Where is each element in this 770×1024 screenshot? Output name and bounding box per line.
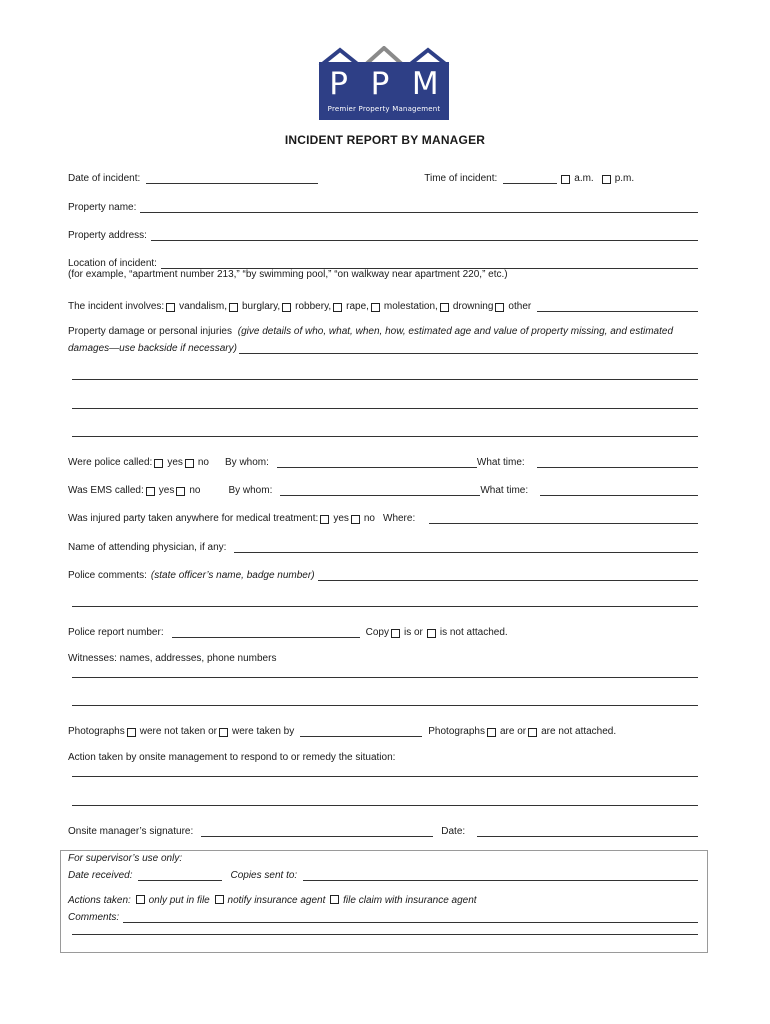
police-comments-line[interactable] xyxy=(72,606,698,607)
molestation-checkbox[interactable] xyxy=(371,303,380,312)
ems-called-row xyxy=(68,482,698,496)
medical-row xyxy=(68,510,698,524)
damage-line-1 xyxy=(68,326,673,337)
location-row xyxy=(68,255,698,269)
comments-row xyxy=(68,909,698,923)
notify-agent-checkbox[interactable] xyxy=(215,895,224,904)
incident-type-label: other xyxy=(508,301,532,312)
yes-label: yes xyxy=(158,485,175,496)
damage-hint: (give details of who, what, when, how, estimated age and value of property missing, and estimated xyxy=(237,326,674,337)
photos-taken-checkbox[interactable] xyxy=(219,728,228,737)
damage-hint-2: damages—use backside if necessary) xyxy=(68,343,237,354)
incident-type-label: molestation, xyxy=(383,301,438,312)
signature-row xyxy=(68,823,698,837)
copy-is-not-checkbox[interactable] xyxy=(427,629,436,638)
police-called-label: Were police called: xyxy=(68,457,153,468)
file-only-checkbox[interactable] xyxy=(136,895,145,904)
date-received-label: Date received: xyxy=(68,870,133,881)
location-field[interactable] xyxy=(161,258,698,269)
signature-label: Onsite manager’s signature: xyxy=(68,826,194,837)
are-not-attached-label: are not attached. xyxy=(541,726,617,737)
incident-type-label: rape, xyxy=(346,301,369,312)
police-report-field[interactable] xyxy=(172,627,360,638)
date-time-row xyxy=(68,170,698,184)
actions-taken-row xyxy=(68,895,477,906)
police-called-row xyxy=(68,454,698,468)
drowning-checkbox[interactable] xyxy=(440,303,449,312)
photos-not-taken-checkbox[interactable] xyxy=(127,728,136,737)
location-label: Location of incident: xyxy=(68,258,157,269)
incident-type-label: vandalism, xyxy=(179,301,227,312)
signature-field[interactable] xyxy=(201,826,433,837)
action-option-label: file claim with insurance agent xyxy=(343,895,477,906)
burglary-checkbox[interactable] xyxy=(229,303,238,312)
no-label: no xyxy=(363,513,375,524)
copy-is-checkbox[interactable] xyxy=(391,629,400,638)
police-comments-field[interactable] xyxy=(318,570,698,581)
comments-label: Comments: xyxy=(68,912,120,923)
no-label: no xyxy=(189,485,201,496)
file-claim-checkbox[interactable] xyxy=(330,895,339,904)
form-title: INCIDENT REPORT BY MANAGER xyxy=(284,133,486,147)
physician-row xyxy=(68,539,698,553)
incident-type-label: burglary, xyxy=(241,301,281,312)
is-or-label: is or xyxy=(403,627,423,638)
damage-line[interactable] xyxy=(72,436,698,437)
medical-yes-checkbox[interactable] xyxy=(320,515,329,524)
signature-date-field[interactable] xyxy=(477,826,698,837)
police-by-whom-field[interactable] xyxy=(277,457,477,468)
incident-type-label: drowning xyxy=(452,301,494,312)
police-report-row xyxy=(68,624,698,638)
no-label: no xyxy=(197,457,209,468)
action-option-label: only put in file xyxy=(148,895,210,906)
time-field[interactable] xyxy=(503,173,557,184)
police-yes-checkbox[interactable] xyxy=(154,459,163,468)
ppm-logo xyxy=(318,46,450,120)
photographs-label-2: Photographs xyxy=(428,726,485,737)
medical-no-checkbox[interactable] xyxy=(351,515,360,524)
incident-type-label: robbery, xyxy=(295,301,332,312)
date-received-field[interactable] xyxy=(138,870,222,881)
ems-time-field[interactable] xyxy=(540,485,698,496)
logo-letter: P xyxy=(329,66,348,102)
property-name-label: Property name: xyxy=(68,202,137,213)
by-whom-label: By whom: xyxy=(225,457,269,468)
photos-taken-by-field[interactable] xyxy=(300,726,422,737)
police-no-checkbox[interactable] xyxy=(185,459,194,468)
time-label: Time of incident: xyxy=(424,173,498,184)
pm-label: p.m. xyxy=(614,173,635,184)
action-line[interactable] xyxy=(72,805,698,806)
vandalism-checkbox[interactable] xyxy=(166,303,175,312)
ems-yes-checkbox[interactable] xyxy=(146,487,155,496)
logo-letter: P xyxy=(370,66,390,102)
medical-label: Was injured party taken anywhere for medical treatment: xyxy=(68,513,319,524)
were-not-taken-label: were not taken or xyxy=(139,726,217,737)
yes-label: yes xyxy=(333,513,349,524)
property-name-row xyxy=(68,199,698,213)
police-comments-hint: (state officer’s name, badge number) xyxy=(150,570,315,581)
pm-checkbox[interactable] xyxy=(602,175,611,184)
witnesses-line[interactable] xyxy=(72,677,698,678)
am-checkbox[interactable] xyxy=(561,175,570,184)
police-time-field[interactable] xyxy=(537,457,698,468)
rape-checkbox[interactable] xyxy=(333,303,342,312)
ems-no-checkbox[interactable] xyxy=(176,487,185,496)
actions-taken-label: Actions taken: xyxy=(68,895,131,906)
damage-line[interactable] xyxy=(72,408,698,409)
police-comments-label: Police comments: xyxy=(68,570,147,581)
physician-label: Name of attending physician, if any: xyxy=(68,542,227,553)
witnesses-label: Witnesses: names, addresses, phone numbers xyxy=(68,653,277,664)
property-address-row xyxy=(68,227,698,241)
copy-label: Copy xyxy=(365,627,389,638)
were-taken-by-label: were taken by xyxy=(231,726,295,737)
robbery-checkbox[interactable] xyxy=(282,303,291,312)
location-example: (for example, “apartment number 213,” “by swimming pool,” “on walkway near apartment 220,” etc.) xyxy=(68,269,508,280)
incident-involves-label: The incident involves: xyxy=(68,301,165,312)
witnesses-line[interactable] xyxy=(72,705,698,706)
photos-attached-checkbox[interactable] xyxy=(487,728,496,737)
where-label: Where: xyxy=(383,513,416,524)
copies-sent-field[interactable] xyxy=(303,870,698,881)
logo-letters xyxy=(318,66,450,102)
comments-line[interactable] xyxy=(72,934,698,935)
are-or-label: are or xyxy=(499,726,527,737)
action-taken-label: Action taken by onsite management to respond to or remedy the situation: xyxy=(68,752,396,763)
comments-field[interactable] xyxy=(123,912,698,923)
photographs-row xyxy=(68,723,698,737)
where-field[interactable] xyxy=(429,513,698,524)
other-checkbox[interactable] xyxy=(495,303,504,312)
yes-label: yes xyxy=(167,457,183,468)
photographs-label: Photographs xyxy=(68,726,125,737)
property-address-label: Property address: xyxy=(68,230,147,241)
police-report-label: Police report number: xyxy=(68,627,164,638)
ems-by-whom-field[interactable] xyxy=(280,485,480,496)
is-not-attached-label: is not attached. xyxy=(439,627,508,638)
date-label: Date of incident: xyxy=(68,173,141,184)
other-field[interactable] xyxy=(537,301,698,312)
company-name: Premier Property Management xyxy=(327,105,441,113)
ems-called-label: Was EMS called: xyxy=(68,485,144,496)
copies-sent-label: Copies sent to: xyxy=(230,870,298,881)
photos-not-attached-checkbox[interactable] xyxy=(528,728,537,737)
date-label: Date: xyxy=(441,826,466,837)
supervisor-heading: For supervisor’s use only: xyxy=(68,853,183,864)
date-field[interactable] xyxy=(146,173,318,184)
property-name-field[interactable] xyxy=(140,202,698,213)
by-whom-label: By whom: xyxy=(228,485,273,496)
police-comments-row xyxy=(68,567,698,581)
damage-line-2 xyxy=(68,340,698,354)
am-label: a.m. xyxy=(574,173,594,184)
incident-involves-row xyxy=(68,298,698,312)
what-time-label: What time: xyxy=(480,485,529,496)
date-received-row xyxy=(68,867,698,881)
action-line[interactable] xyxy=(72,776,698,777)
damage-label: Property damage or personal injuries xyxy=(68,326,232,337)
physician-field[interactable] xyxy=(234,542,698,553)
logo-letter: M xyxy=(411,66,439,102)
action-option-label: notify insurance agent xyxy=(227,895,326,906)
damage-field[interactable] xyxy=(239,343,698,354)
property-address-field[interactable] xyxy=(151,230,698,241)
what-time-label: What time: xyxy=(476,457,525,468)
damage-line[interactable] xyxy=(72,379,698,380)
